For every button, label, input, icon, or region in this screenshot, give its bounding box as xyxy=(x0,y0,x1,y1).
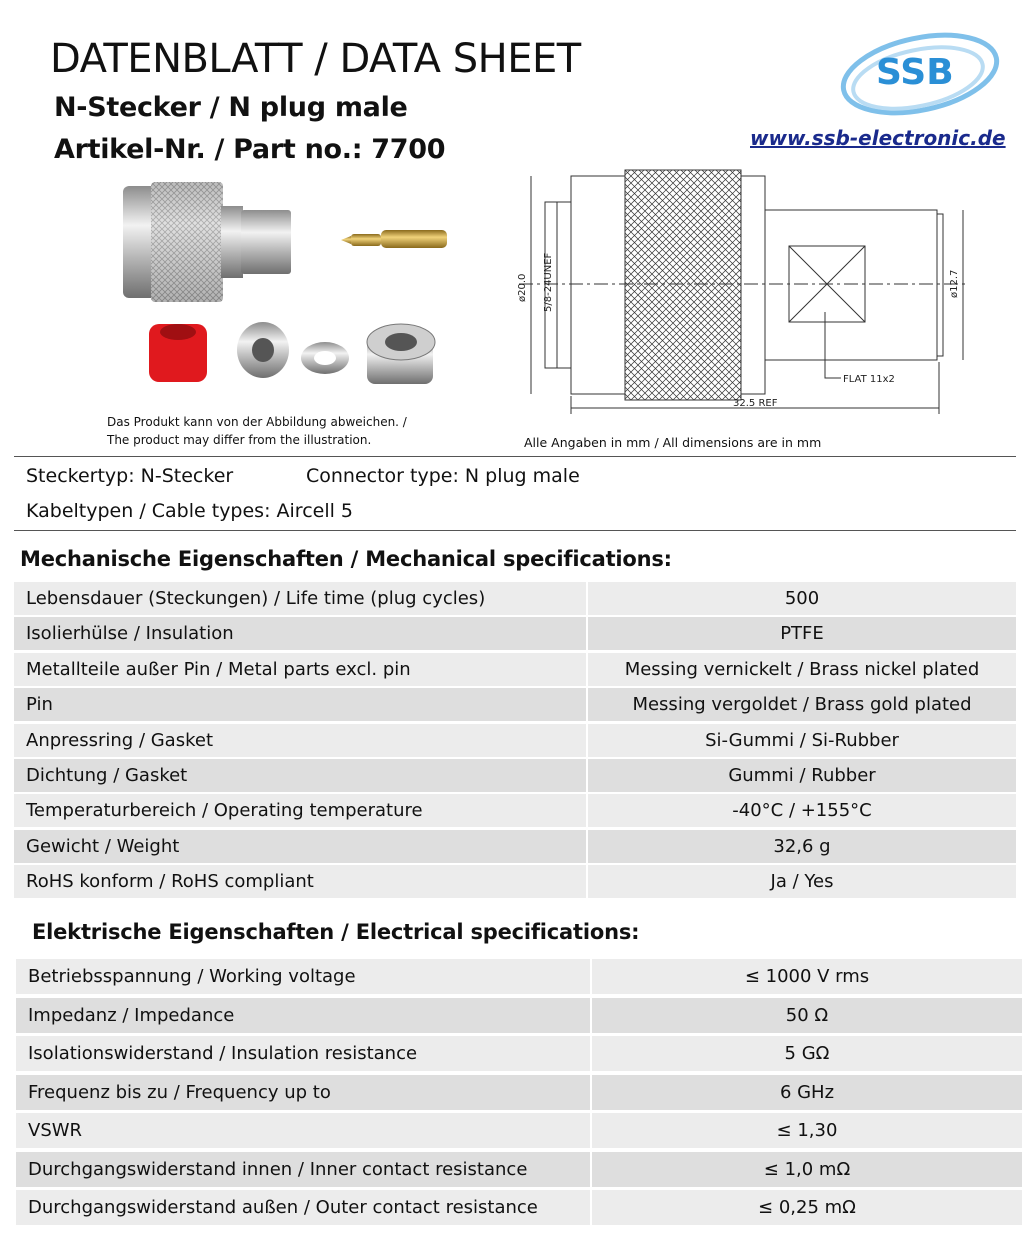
spec-label: Durchgangswiderstand innen / Inner contact resistance xyxy=(16,1152,590,1187)
product-photo xyxy=(105,172,475,404)
spec-value: Ja / Yes xyxy=(588,865,1016,898)
spec-label: Isolationswiderstand / Insulation resistance xyxy=(16,1036,590,1071)
technical-drawing xyxy=(505,162,975,420)
dimension-note: Alle Angaben in mm / All dimensions are in mm xyxy=(524,435,822,450)
spec-value: 32,6 g xyxy=(588,830,1016,863)
spec-label: VSWR xyxy=(16,1113,590,1148)
spec-label: RoHS konform / RoHS compliant xyxy=(14,865,586,898)
spec-label: Lebensdauer (Steckungen) / Life time (plug cycles) xyxy=(14,582,586,615)
ssb-logo xyxy=(832,26,1000,126)
electrical-heading: Elektrische Eigenschaften / Electrical specifications: xyxy=(32,920,640,944)
table-row xyxy=(16,998,1022,1033)
table-row xyxy=(14,865,1016,898)
spec-value: Gummi / Rubber xyxy=(588,759,1016,792)
dim-length: 32.5 REF xyxy=(733,398,778,409)
table-row xyxy=(16,1152,1022,1187)
logo-text: SSB xyxy=(876,52,954,93)
website-link[interactable]: www.ssb-electronic.de xyxy=(750,126,1006,150)
spec-value: 6 GHz xyxy=(592,1075,1022,1110)
table-row xyxy=(16,959,1022,994)
product-name: N-Stecker / N plug male xyxy=(54,92,408,123)
spec-value: 500 xyxy=(588,582,1016,615)
spec-value: Messing vergoldet / Brass gold plated xyxy=(588,688,1016,721)
cable-types: Kabeltypen / Cable types: Aircell 5 xyxy=(26,500,354,522)
spec-value: ≤ 1,0 mΩ xyxy=(592,1152,1022,1187)
spec-value: -40°C / +155°C xyxy=(588,794,1016,827)
spec-value: ≤ 1,30 xyxy=(592,1113,1022,1148)
photo-note-de: Das Produkt kann von der Abbildung abweichen. / xyxy=(107,415,407,429)
plug-type-de: Steckertyp: N-Stecker xyxy=(26,465,234,487)
spec-value: ≤ 0,25 mΩ xyxy=(592,1190,1022,1225)
spec-label: Pin xyxy=(14,688,586,721)
dim-outer-diameter: ø20.0 xyxy=(517,273,528,302)
page-title: DATENBLATT / DATA SHEET xyxy=(50,36,581,82)
table-row xyxy=(14,653,1016,686)
table-row xyxy=(14,582,1016,615)
dim-flat: FLAT 11x2 xyxy=(843,374,895,385)
table-row xyxy=(14,688,1016,721)
table-row xyxy=(14,617,1016,650)
dim-thread: 5/8-24UNEF xyxy=(543,252,554,312)
spec-value: 5 GΩ xyxy=(592,1036,1022,1071)
divider xyxy=(14,530,1016,531)
spec-label: Dichtung / Gasket xyxy=(14,759,586,792)
part-number: Artikel-Nr. / Part no.: 7700 xyxy=(54,134,446,165)
spec-label: Frequenz bis zu / Frequency up to xyxy=(16,1075,590,1110)
table-row xyxy=(16,1075,1022,1110)
photo-note-en: The product may differ from the illustration. xyxy=(107,433,372,447)
spec-value: 50 Ω xyxy=(592,998,1022,1033)
spec-value: Messing vernickelt / Brass nickel plated xyxy=(588,653,1016,686)
table-row xyxy=(14,794,1016,827)
spec-label: Temperaturbereich / Operating temperature xyxy=(14,794,586,827)
table-row xyxy=(14,830,1016,863)
spec-label: Gewicht / Weight xyxy=(14,830,586,863)
spec-value: Si-Gummi / Si-Rubber xyxy=(588,724,1016,757)
table-row xyxy=(16,1190,1022,1225)
divider xyxy=(14,456,1016,457)
spec-label: Isolierhülse / Insulation xyxy=(14,617,586,650)
spec-label: Durchgangswiderstand außen / Outer contact resistance xyxy=(16,1190,590,1225)
spec-value: ≤ 1000 V rms xyxy=(592,959,1022,994)
spec-value: PTFE xyxy=(588,617,1016,650)
plug-type-en: Connector type: N plug male xyxy=(306,465,580,487)
spec-label: Metallteile außer Pin / Metal parts excl. pin xyxy=(14,653,586,686)
spec-label: Betriebsspannung / Working voltage xyxy=(16,959,590,994)
mechanical-heading: Mechanische Eigenschaften / Mechanical specifications: xyxy=(20,547,672,571)
table-row xyxy=(14,759,1016,792)
table-row xyxy=(14,724,1016,757)
table-row xyxy=(16,1113,1022,1148)
spec-label: Anpressring / Gasket xyxy=(14,724,586,757)
dim-rear-diameter: ø12.7 xyxy=(949,269,960,298)
spec-label: Impedanz / Impedance xyxy=(16,998,590,1033)
table-row xyxy=(16,1036,1022,1071)
